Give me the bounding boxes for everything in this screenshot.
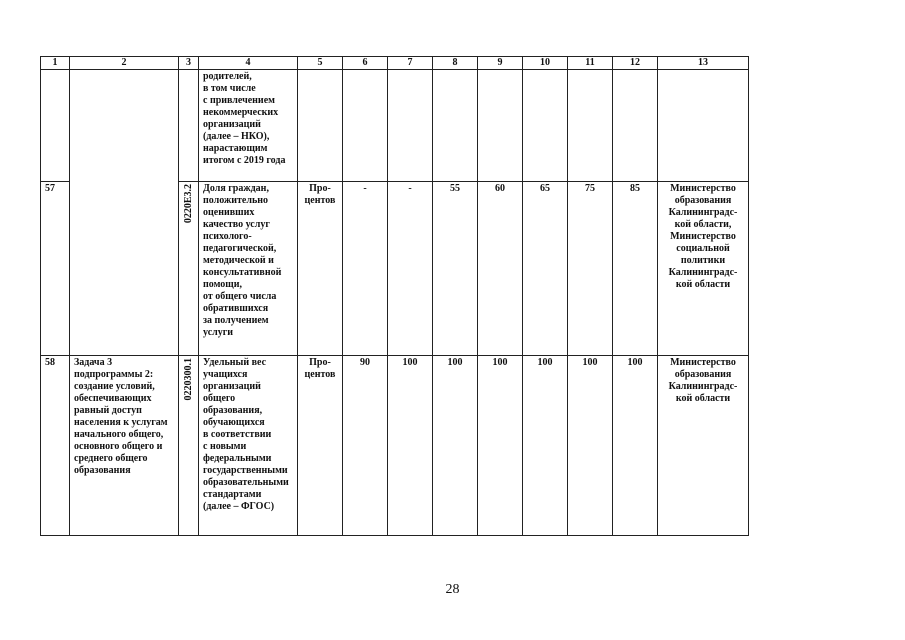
column-number-header: 7 bbox=[388, 57, 433, 70]
value-cell bbox=[568, 70, 613, 182]
value-cell: - bbox=[343, 182, 388, 356]
column-number-header: 6 bbox=[343, 57, 388, 70]
indicator-cell: Доля граждан, положительно оценивших качество услуг психолого- педагогической, методической и консультативной помощи, от общего числа обратившихся за получением услуги bbox=[199, 182, 298, 356]
value-cell bbox=[343, 70, 388, 182]
value-cell: 100 bbox=[523, 356, 568, 536]
task-cell: Задача 3 подпрограммы 2: создание условий, обеспечивающих равный доступ населения к услугам начального общего, основного общего и среднего общего образования bbox=[70, 356, 179, 536]
code-cell bbox=[179, 356, 199, 536]
indicator-cell: Удельный вес учащихся организаций общего образования, обучающихся в соответствии с новыми федеральными государственными образовательными стандартами (далее – ФГОС) bbox=[199, 356, 298, 536]
column-number-header: 3 bbox=[179, 57, 199, 70]
value-cell: 60 bbox=[478, 182, 523, 356]
value-cell: 100 bbox=[478, 356, 523, 536]
unit-cell bbox=[298, 70, 343, 182]
table-row-continuation bbox=[41, 70, 749, 182]
responsible-cell: Министерство образования Калининградс- кой области bbox=[658, 356, 749, 536]
column-number-header: 8 bbox=[433, 57, 478, 70]
row-number-cell: 57 bbox=[41, 182, 70, 356]
column-number-header-row bbox=[41, 57, 749, 70]
page-number: 28 bbox=[445, 582, 460, 597]
indicator-code: 0220Е3.2 bbox=[182, 184, 194, 224]
row-number-cell: 58 bbox=[41, 356, 70, 536]
table-row bbox=[41, 356, 749, 536]
column-number-header: 2 bbox=[70, 57, 179, 70]
value-cell: 85 bbox=[613, 182, 658, 356]
value-cell bbox=[478, 70, 523, 182]
value-cell bbox=[433, 70, 478, 182]
value-cell: 100 bbox=[433, 356, 478, 536]
value-cell bbox=[613, 70, 658, 182]
value-cell: 100 bbox=[568, 356, 613, 536]
value-cell: 65 bbox=[523, 182, 568, 356]
indicator-cell: родителей, в том числе с привлечением некоммерческих организаций (далее – НКО), нарастающим итогом с 2019 года bbox=[199, 70, 298, 182]
responsible-cell bbox=[658, 70, 749, 182]
value-cell: 100 bbox=[613, 356, 658, 536]
task-cell bbox=[70, 70, 179, 356]
value-cell bbox=[523, 70, 568, 182]
value-cell: 75 bbox=[568, 182, 613, 356]
value-cell: - bbox=[388, 182, 433, 356]
column-number-header: 10 bbox=[523, 57, 568, 70]
unit-cell: Про- центов bbox=[298, 182, 343, 356]
code-cell bbox=[179, 70, 199, 182]
column-number-header: 9 bbox=[478, 57, 523, 70]
column-number-header: 13 bbox=[658, 57, 749, 70]
value-cell: 100 bbox=[388, 356, 433, 536]
column-number-header: 11 bbox=[568, 57, 613, 70]
unit-cell: Про- центов bbox=[298, 356, 343, 536]
column-number-header: 1 bbox=[41, 57, 70, 70]
indicators-table bbox=[40, 56, 749, 536]
indicator-code: 0220300.1 bbox=[182, 358, 194, 401]
row-number-cell bbox=[41, 70, 70, 182]
column-number-header: 5 bbox=[298, 57, 343, 70]
column-number-header: 12 bbox=[613, 57, 658, 70]
code-cell bbox=[179, 182, 199, 356]
value-cell bbox=[388, 70, 433, 182]
column-number-header: 4 bbox=[199, 57, 298, 70]
value-cell: 55 bbox=[433, 182, 478, 356]
responsible-cell: Министерство образования Калининградс- кой области, Министерство социальной политики Калининградс- кой области bbox=[658, 182, 749, 356]
value-cell: 90 bbox=[343, 356, 388, 536]
